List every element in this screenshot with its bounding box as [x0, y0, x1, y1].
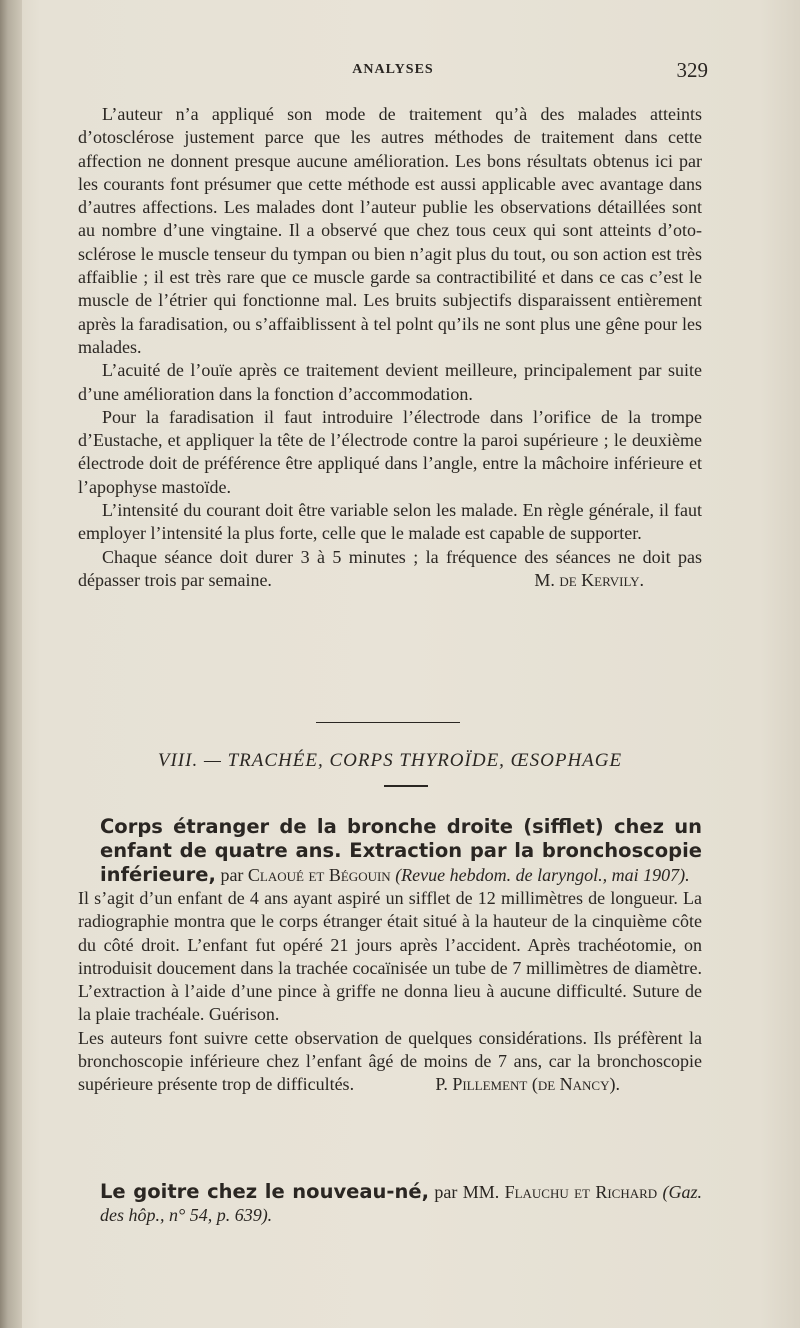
page-number: 329 — [676, 58, 708, 82]
separator-rule — [316, 722, 460, 723]
article-authors: Flauchu et Richard — [504, 1182, 658, 1202]
article-1 — [78, 815, 702, 1097]
paragraph: Pour la faradisation il faut introduire l’électrode dans l’orifice de la trompe d’Eustache, et appliquer la tête de l’électrode contre la paroi supérieure ; le deuxième électrode doit de préférence être appliqué dans l’angle, entre la mâchoire inférieure et l’apophyse mastoïde. — [78, 406, 702, 497]
review-body — [78, 103, 702, 592]
paragraph: Chaque séance doit durer 3 à 5 minutes ; la fréquence des séances ne doit pas dépasser trois par semaine. — [78, 546, 702, 590]
section-underline — [384, 785, 428, 787]
article-2 — [78, 1180, 702, 1227]
article-authors: Claoué et Bégouin — [247, 865, 391, 885]
section-title: VIII. — TRACHÉE, CORPS THYROÏDE, ŒSOPHAGE — [157, 750, 623, 771]
book-spine-shadow — [0, 0, 22, 1328]
paragraph: L’intensité du courant doit être variable selon les malade. En règle générale, il faut employer l’intensité la plus forte, celle que le malade est capable de supporter. — [78, 500, 702, 544]
article-title-text: Corps étranger de la bronche droite (sifflet) chez un enfant de quatre ans. Extraction par la bronchoscopie inférieure, — [100, 815, 702, 886]
article-source: (Gaz. des hôp., n° 54, p. 639). — [100, 1182, 703, 1225]
page-header — [78, 58, 708, 86]
reviewer-signature: P. Pillement (de Nancy). — [435, 1074, 620, 1095]
paragraph: Les auteurs font suivre cette observation de quelques considérations. Ils préfèrent la bronchoscopie inférieure chez l’enfant âgé de moins de 7 ans, car la bronchoscopie supérieure présente trop de difficultés. — [78, 1027, 702, 1095]
paragraph: L’auteur n’a appliqué son mode de traitement qu’à des malades atteints d’otosclérose justement parce que les autres méthodes de traitement dans cette affection ne donnent presque aucune amélioration. Les bons résultats obtenus ici par les courants font présumer que cette méthode est aussi applicable avec avantage dans d’autres affections. Les malades dont l’auteur publie les observations détaillées sont au nombre d’une vingtaine. Il a observé que chez tous ceux qui sont atteints d’oto-sclérose le muscle tenseur du tympan ou bien n’agit plus du tout, ou son action est très affaiblie ; il est très rare que ce muscle garde sa contractibilité et dans ce cas c’est le muscle de l’étrier qui fonctionne mal. Les bruits subjectifs disparaissent entièrement après la faradisation, ou s’affaiblissent à tel polnt qu’ils ne sont plus une gêne pour les malades. — [78, 104, 702, 357]
article-by: par — [220, 865, 244, 885]
paragraph: L’acuité de l’ouïe après ce traitement devient meilleure, principalement par suite d’une amélioration dans la fonction d’accommodation. — [78, 360, 702, 404]
paragraph: Il s’agit d’un enfant de 4 ans ayant aspiré un sifflet de 12 millimètres de longueur. La radiographie montra que le corps étranger était situé à la hauteur de la cinquième côte du côté droit. L’enfant fut opéré 21 jours après l’accident. Après trachéotomie, on introduisit doucement dans la trachée cocaïnisée un tube de 7 millimètres de diamètre. L’extraction à l’aide d’une pince à griffe ne donna lieu à aucune difficulté. Suture de la plaie trachéale. Guérison. — [78, 888, 702, 1025]
article-title — [78, 1180, 702, 1227]
article-title-text: Le goitre chez le nouveau-né, — [100, 1180, 430, 1203]
article-source: (Revue hebdom. de laryngol., mai 1907). — [395, 865, 690, 885]
running-head: ANALYSES — [352, 62, 434, 77]
reviewer-signature: M. de Kervily. — [534, 569, 644, 590]
article-by: par MM. — [434, 1182, 500, 1202]
article-title — [78, 815, 702, 887]
